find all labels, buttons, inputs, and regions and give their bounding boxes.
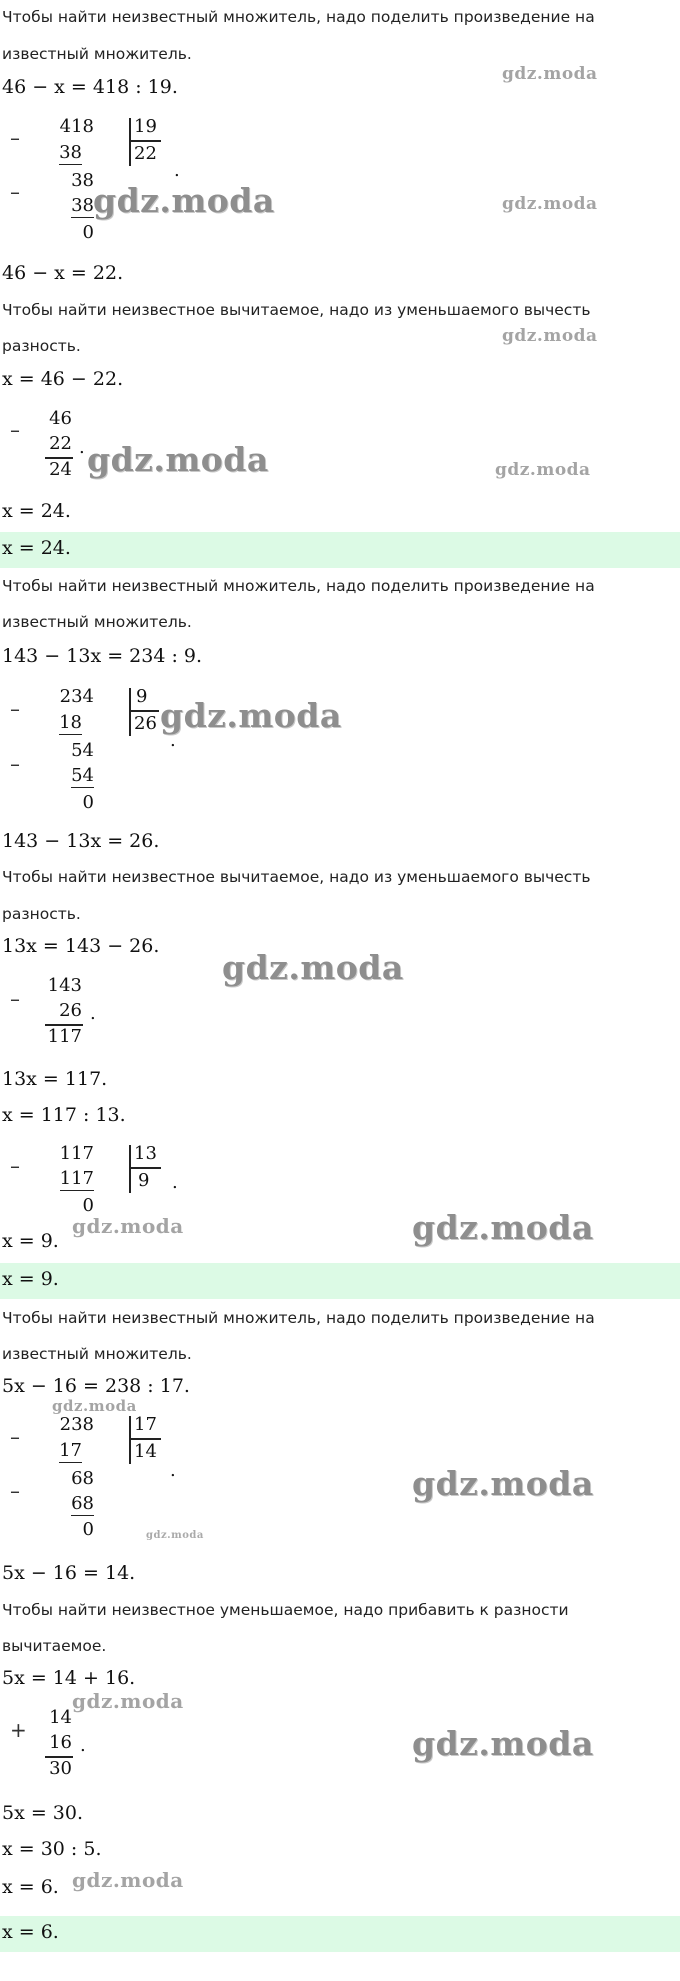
division-bar (129, 688, 131, 736)
plus-sign: + (10, 1718, 27, 1742)
period: . (80, 1735, 86, 1756)
subtrahend-rule-line2: разность. (2, 905, 81, 923)
equation: 13x = 117. (2, 1068, 108, 1090)
partial-product: 18 (59, 712, 82, 733)
equation: 143 − 13x = 26. (2, 830, 160, 852)
remainder: 54 (71, 740, 94, 761)
period: . (170, 730, 176, 751)
equation: x = 6. (2, 1876, 59, 1898)
factor-rule-line2: известный множитель. (2, 613, 192, 631)
subtrahend-rule-line2: разность. (2, 337, 81, 355)
addend: 14 (49, 1707, 72, 1728)
difference: 24 (49, 459, 72, 480)
remainder: 68 (71, 1468, 94, 1489)
minus-sign: – (10, 1425, 20, 1449)
divisor-underline (131, 1167, 161, 1169)
equation: x = 117 : 13. (2, 1104, 126, 1126)
partial-product: 68 (71, 1493, 94, 1514)
divisor-underline (131, 140, 161, 142)
answer-text: x = 6. (2, 1921, 59, 1943)
addend: 16 (49, 1732, 72, 1753)
partial-product: 54 (71, 765, 94, 786)
watermark: gdz.moda (72, 1868, 184, 1892)
period: . (170, 1460, 176, 1481)
divisor: 13 (134, 1143, 157, 1164)
quotient: 9 (138, 1170, 150, 1191)
partial-product: 17 (59, 1440, 82, 1461)
division-bar (129, 1145, 131, 1193)
subtrahend-rule-line1: Чтобы найти неизвестное вычитаемое, надо из уменьшаемого вычесть (2, 868, 591, 886)
partial-product: 38 (59, 142, 82, 163)
remainder: 38 (71, 170, 94, 191)
minus-sign: – (10, 180, 20, 204)
equation: 5x = 14 + 16. (2, 1667, 136, 1689)
division-bar (129, 118, 131, 166)
watermark: gdz.moda (495, 460, 591, 480)
final-remainder: 0 (82, 1519, 94, 1540)
divisor-underline (131, 710, 159, 712)
minuend-rule-line2: вычитаемое. (2, 1637, 107, 1655)
minuend: 46 (49, 408, 72, 429)
final-remainder: 0 (82, 792, 94, 813)
quotient: 22 (134, 143, 157, 164)
minus-sign: – (10, 697, 20, 721)
equation: x = 30 : 5. (2, 1838, 102, 1860)
watermark: gdz.moda (502, 64, 598, 84)
subtrahend: 22 (49, 433, 72, 454)
subtrahend-rule-line1: Чтобы найти неизвестное вычитаемое, надо из уменьшаемого вычесть (2, 301, 591, 319)
divisor: 19 (134, 116, 157, 137)
equation: 5x − 16 = 238 : 17. (2, 1375, 190, 1397)
equation: 5x − 16 = 14. (2, 1562, 136, 1584)
equation: 5x = 30. (2, 1802, 84, 1824)
minuend: 143 (47, 975, 82, 996)
final-remainder: 0 (82, 1195, 94, 1216)
minus-sign: – (10, 987, 20, 1011)
minuend-rule-line1: Чтобы найти неизвестное уменьшаемое, надо прибавить к разности (2, 1601, 569, 1619)
period: . (90, 1003, 96, 1024)
subtrahend: 26 (59, 1000, 82, 1021)
watermark: gdz.moda (412, 1724, 594, 1763)
factor-rule-line2: известный множитель. (2, 45, 192, 63)
watermark: gdz.moda (502, 326, 598, 346)
equation: 143 − 13x = 234 : 9. (2, 645, 203, 667)
minus-sign: – (10, 126, 20, 150)
minus-sign: – (10, 1154, 20, 1178)
quotient: 14 (134, 1441, 157, 1462)
equation: x = 46 − 22. (2, 368, 124, 390)
dividend: 418 (59, 116, 94, 137)
divisor: 17 (134, 1414, 157, 1435)
divisor: 9 (136, 686, 148, 707)
minus-sign: – (10, 418, 20, 442)
watermark: gdz.moda (72, 1689, 184, 1713)
partial-product: 117 (59, 1168, 94, 1189)
divisor-underline (131, 1438, 161, 1440)
answer-band (0, 1263, 680, 1299)
dividend: 238 (59, 1414, 94, 1435)
watermark: gdz.moda (72, 1214, 184, 1238)
watermark: gdz.moda (222, 948, 404, 987)
minus-sign: – (10, 752, 20, 776)
watermark: gdz.moda (146, 1530, 204, 1541)
watermark: gdz.moda (412, 1208, 594, 1247)
equation: x = 24. (2, 500, 71, 522)
factor-rule-line2: известный множитель. (2, 1345, 192, 1363)
watermark: gdz.moda (52, 1397, 137, 1415)
equation: x = 9. (2, 1230, 59, 1252)
dividend: 117 (59, 1143, 94, 1164)
final-remainder: 0 (82, 222, 94, 243)
factor-rule-line1: Чтобы найти неизвестный множитель, надо поделить произведение на (2, 577, 595, 595)
watermark: gdz.moda (502, 194, 598, 214)
watermark: gdz.moda (160, 696, 342, 735)
minus-sign: – (10, 1479, 20, 1503)
sum: 30 (49, 1758, 72, 1779)
quotient: 26 (134, 713, 157, 734)
difference: 117 (47, 1026, 82, 1047)
partial-product: 38 (71, 195, 94, 216)
answer-band (0, 532, 680, 568)
watermark: gdz.moda (412, 1464, 594, 1503)
answer-text: x = 24. (2, 537, 71, 559)
answer-text: x = 9. (2, 1268, 59, 1290)
answer-band (0, 1916, 680, 1952)
equation: 46 − x = 418 : 19. (2, 76, 178, 98)
equation: 13x = 143 − 26. (2, 935, 160, 957)
period: . (79, 437, 85, 458)
factor-rule-line1: Чтобы найти неизвестный множитель, надо поделить произведение на (2, 8, 595, 26)
factor-rule-line1: Чтобы найти неизвестный множитель, надо поделить произведение на (2, 1309, 595, 1327)
watermark: gdz.moda (87, 440, 269, 479)
division-bar (129, 1416, 131, 1464)
period: . (172, 1172, 178, 1193)
dividend: 234 (59, 686, 94, 707)
equation: 46 − x = 22. (2, 262, 124, 284)
watermark: gdz.moda (93, 181, 275, 220)
period: . (174, 160, 180, 181)
